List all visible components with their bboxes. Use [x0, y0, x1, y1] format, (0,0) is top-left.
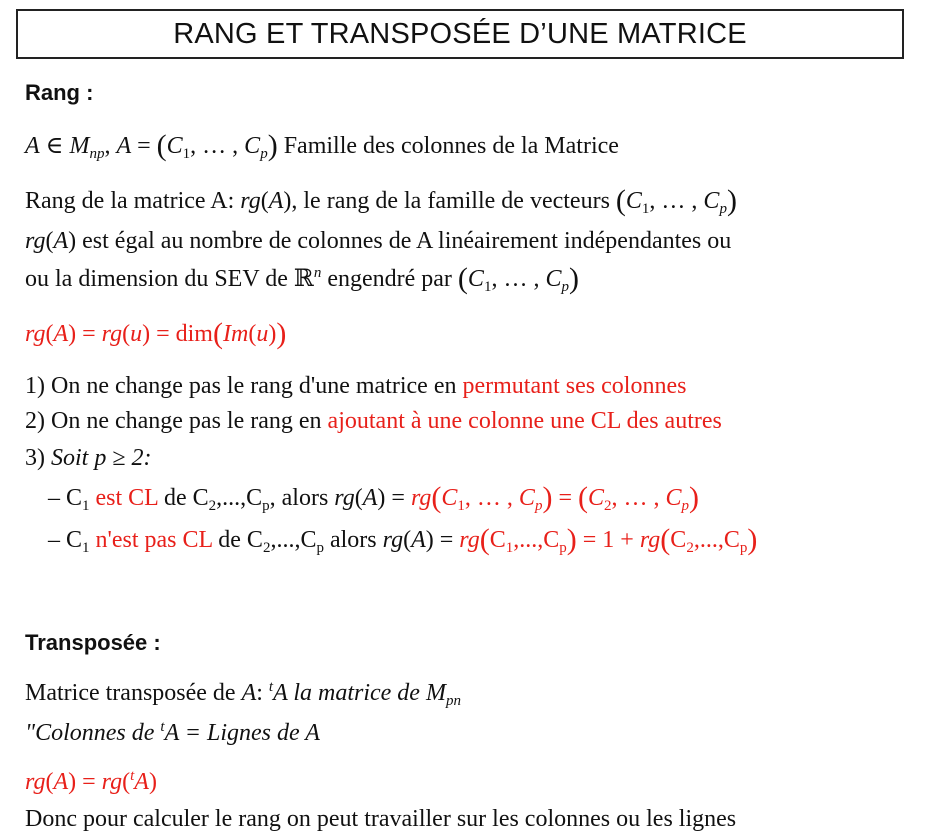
famille-line: A ∈ $M_{np}$, $A = (C_1$, … , $C_p$) Famille des colonnes de la Matrice [25, 129, 619, 162]
section-heading-rang: Rang : [25, 80, 94, 105]
property-1: 1) On ne change pas le rang d'une matrice en permutant ses colonnes [25, 373, 687, 399]
section-heading-transposee: Transposée : [25, 630, 161, 655]
dimension-line: ou la dimension du SEV de ℝ$^n$ engendré par ($C_1$, … , $C_p$) [25, 262, 579, 295]
page-title: RANG ET TRANSPOSÉE D’UNE MATRICE [16, 9, 904, 59]
transposee-def-line: Matrice transposée de A: $^t$A la matrice de $M_{pn}$ [25, 679, 461, 709]
property-3: 3) Soit p ≥ 2: [25, 445, 152, 471]
colonnes-lignes-line: "Colonnes de $^t$A = Lignes de A [25, 719, 320, 746]
rang-formula: rg(A) = rg(u) = dim(Im(u)) [25, 317, 287, 350]
egal-line: rg(A) est égal au nombre de colonnes de A linéairement indépendantes ou [25, 228, 732, 254]
bullet-not-cl: – $C_1$ n'est pas CL de $C_2,...,C_p$ alors $rg(A) = rg(C_1,...,C_p) = 1 + rg(C_2,...,C_p)$ [48, 523, 758, 556]
rang-def-line: Rang de la matrice A: rg(A), le rang de la famille de vecteurs ($C_1$, … , $C_p$) [25, 184, 737, 217]
transposee-formula: rg(A) = rg($^t$A) [25, 768, 157, 795]
property-2: 2) On ne change pas le rang en ajoutant à une colonne une CL des autres [25, 408, 722, 434]
bullet-est-cl: – $C_1$ est CL de $C_2,...,C_p$, alors $rg(A) = rg(C_1$, … , $C_p) = (C_2$, … , $C_p$) [48, 481, 700, 514]
conclusion-line: Donc pour calculer le rang on peut travailler sur les colonnes ou les lignes [25, 806, 737, 832]
